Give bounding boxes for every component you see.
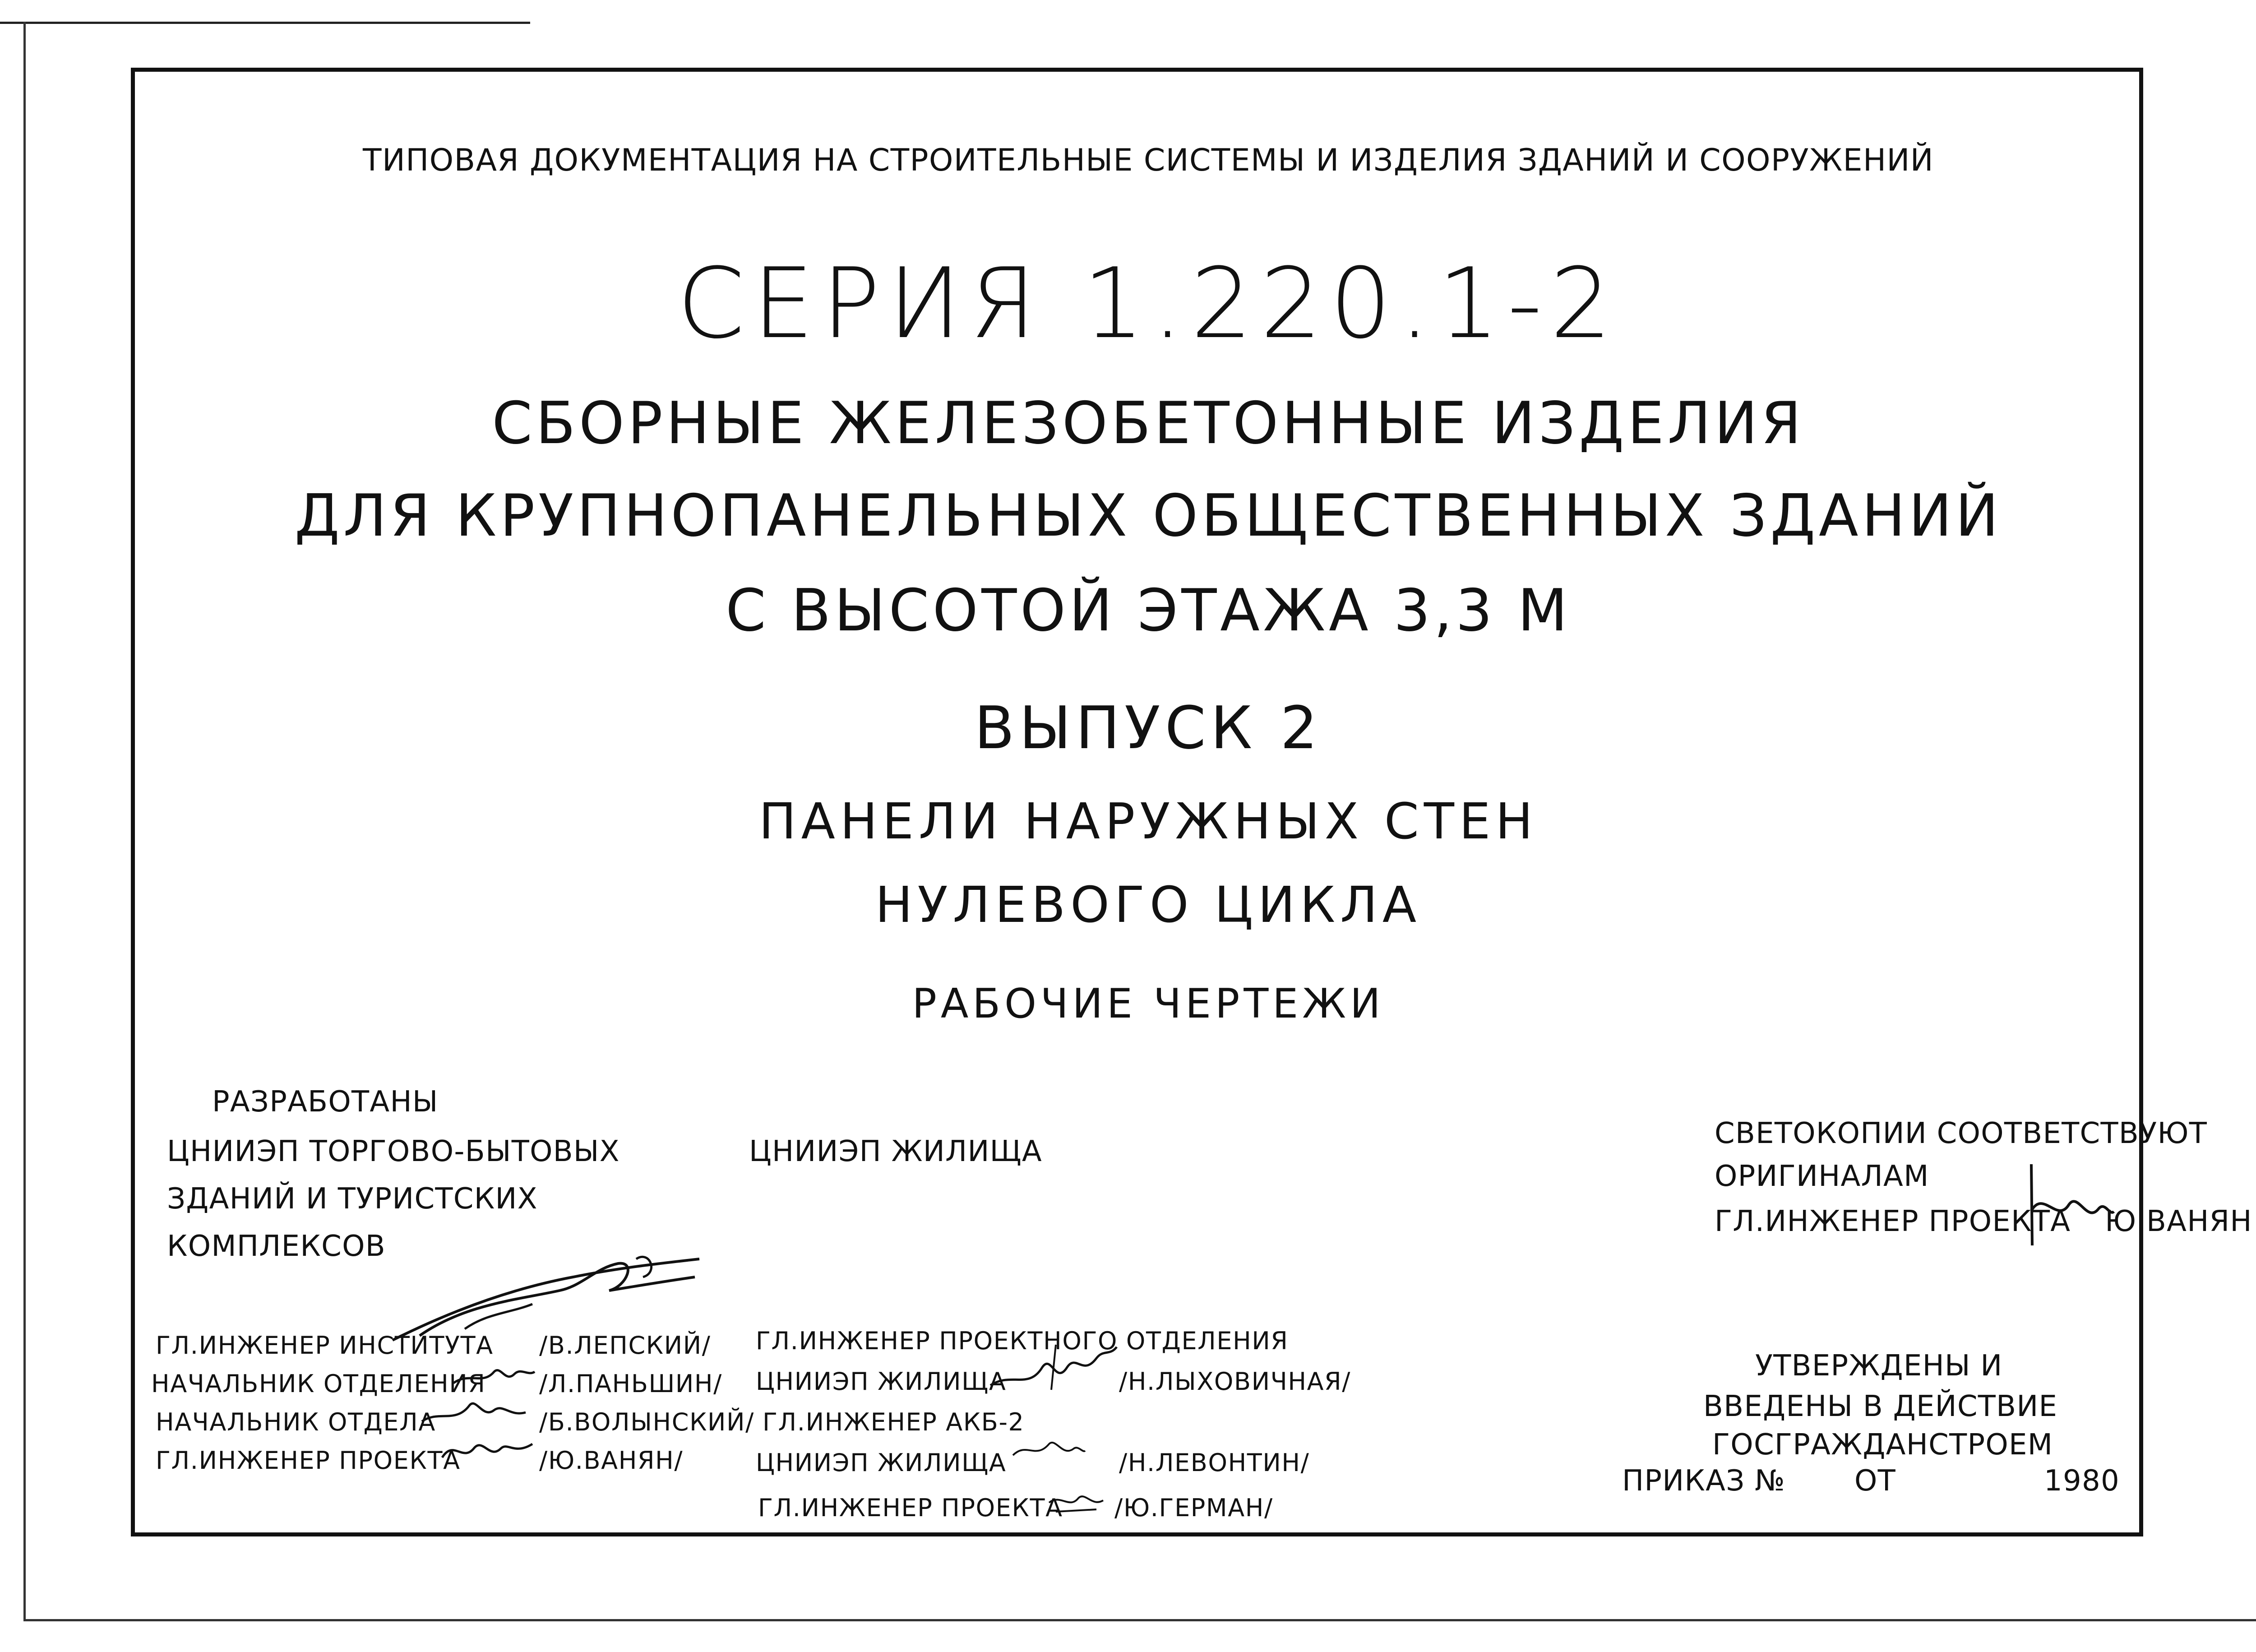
issue-number: ВЫПУСК 2	[974, 694, 1322, 762]
developer-org1-line-1: ЦНИИЭП ТОРГОВО-БЫТОВЫХ	[167, 1135, 620, 1168]
right-sign-name-2: /Н.ЛЫХОВИЧНАЯ/	[1119, 1367, 1351, 1396]
handwritten-signature-levontin	[1011, 1428, 1087, 1469]
copy-cert-name: Ю.ВАНЯН	[2105, 1205, 2252, 1238]
title-line-2: ДЛЯ КРУПНОПАНЕЛЬНЫХ ОБЩЕСТВЕННЫХ ЗДАНИЙ	[294, 482, 2002, 550]
approval-line-1: УТВЕРЖДЕНЫ И	[1755, 1349, 2003, 1383]
left-sign-role-1: ГЛ.ИНЖЕНЕР ИНСТИТУТА	[156, 1331, 494, 1360]
right-sign-role-4: ЦНИИЭП ЖИЛИЩА	[756, 1448, 1007, 1477]
developer-org2: ЦНИИЭП ЖИЛИЩА	[749, 1135, 1042, 1168]
right-sign-role-5: ГЛ.ИНЖЕНЕР ПРОЕКТА	[758, 1494, 1063, 1522]
title-line-1: СБОРНЫЕ ЖЕЛЕЗОБЕТОННЫЕ ИЗДЕЛИЯ	[492, 390, 1805, 457]
copy-cert-signature	[2026, 1155, 2116, 1250]
right-sign-name-4: /Н.ЛЕВОНТИН/	[1119, 1448, 1310, 1477]
order-label: ПРИКАЗ №	[1622, 1464, 1785, 1498]
right-sign-role-2: ЦНИИЭП ЖИЛИЩА	[756, 1367, 1007, 1396]
developer-org1-line-3: КОМПЛЕКСОВ	[167, 1230, 386, 1263]
left-sign-name-3: /Б.ВОЛЫНСКИЙ/	[539, 1408, 754, 1436]
copy-cert-line-2: ОРИГИНАЛАМ	[1715, 1160, 1929, 1193]
handwritten-signature-panshin	[451, 1358, 537, 1390]
handwritten-signature-volynskiy	[420, 1392, 528, 1428]
handwritten-signature-vanyan	[440, 1430, 535, 1467]
document-type: РАБОЧИЕ ЧЕРТЕЖИ	[912, 980, 1385, 1027]
document-header: ТИПОВАЯ ДОКУМЕНТАЦИЯ НА СТРОИТЕЛЬНЫЕ СИСТЕМЫ И ИЗДЕЛИЯ ЗДАНИЙ И СООРУЖЕНИЙ	[363, 143, 1934, 178]
right-sign-role-3: ГЛ.ИНЖЕНЕР АКБ-2	[763, 1408, 1025, 1436]
developed-by-label: РАЗРАБОТАНЫ	[212, 1085, 439, 1119]
right-sign-name-5: /Ю.ГЕРМАН/	[1114, 1494, 1273, 1522]
left-sign-role-4: ГЛ.ИНЖЕНЕР ПРОЕКТА	[156, 1446, 461, 1475]
left-sign-name-2: /Л.ПАНЬШИН/	[539, 1370, 722, 1398]
right-sign-role-1: ГЛ.ИНЖЕНЕР ПРОЕКТНОГО ОТДЕЛЕНИЯ	[756, 1327, 1289, 1355]
left-sign-role-2: НАЧАЛЬНИК ОТДЕЛЕНИЯ	[151, 1370, 486, 1398]
approval-line-2: ВВЕДЕНЫ В ДЕЙСТВИЕ	[1703, 1390, 2058, 1423]
copy-cert-line-1: СВЕТОКОПИИ СООТВЕТСТВУЮТ	[1715, 1117, 2208, 1150]
copy-cert-role: ГЛ.ИНЖЕНЕР ПРОЕКТА	[1715, 1205, 2071, 1238]
order-year: 1980	[2044, 1464, 2120, 1498]
order-date-label: ОТ	[1854, 1464, 1896, 1498]
left-sign-name-1: /В.ЛЕПСКИЙ/	[539, 1331, 711, 1360]
subtitle-line-2: НУЛЕВОГО ЦИКЛА	[875, 876, 1422, 934]
handwritten-signature-lepskiy	[384, 1250, 708, 1349]
handwritten-signature-german	[1047, 1485, 1105, 1521]
left-sign-name-4: /Ю.ВАНЯН/	[539, 1446, 684, 1475]
left-sign-role-3: НАЧАЛЬНИК ОТДЕЛА	[156, 1408, 436, 1436]
handwritten-signature-lykhovichnaya	[988, 1336, 1119, 1399]
title-line-3: С ВЫСОТОЙ ЭТАЖА 3,3 М	[726, 577, 1571, 644]
subtitle-line-1: ПАНЕЛИ НАРУЖНЫХ СТЕН	[758, 792, 1538, 850]
series-number: СЕРИЯ 1.220.1-2	[677, 247, 1620, 360]
approval-line-3: ГОСГРАЖДАНСТРОЕМ	[1712, 1428, 2053, 1462]
developer-org1-line-2: ЗДАНИЙ И ТУРИСТСКИХ	[167, 1182, 538, 1216]
